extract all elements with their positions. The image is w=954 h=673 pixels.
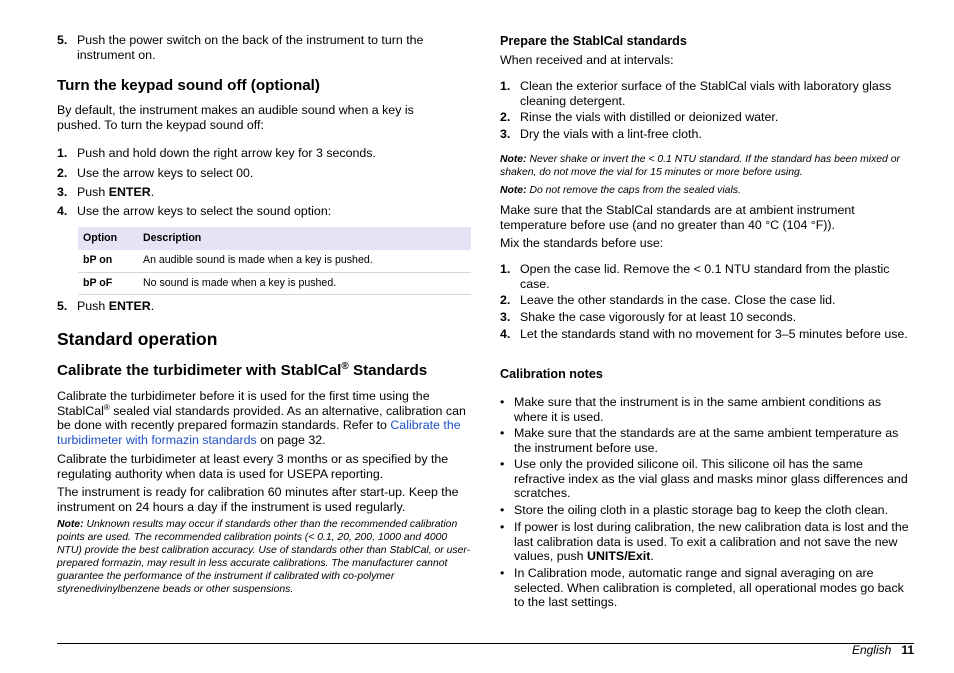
table-row [78,250,471,272]
calibrate-paragraph [57,389,469,447]
bullet-icon: • [500,566,505,580]
heading-text: Standards [348,362,428,379]
description-cell: An audible sound is made when a key is pushed. [143,254,373,267]
note-label: Note: [57,519,84,530]
heading-text: Calibrate the turbidimeter with StablCal [57,362,342,379]
step-number: 2. [57,166,68,180]
option-cell: bP on [83,254,113,267]
bullet-icon: • [500,426,505,440]
enter-key-label: ENTER [108,185,151,199]
keypad-intro: By default, the instrument makes an audible sound when a key is pushed. To turn the keypad sound off: [57,103,414,132]
list-item [57,299,471,314]
note-label: Note: [500,154,527,165]
page-number: 11 [901,643,914,657]
bullet-text: Make sure that the standards are at the same ambient temperature as the instrument before use. [514,426,899,455]
option-cell: bP oF [83,276,113,289]
step-number: 3. [57,185,68,199]
footer-divider [57,643,914,644]
step-text: Let the standards stand with no movement for 3–5 minutes before use. [520,327,908,341]
list-item [500,457,914,501]
table-row [78,272,471,294]
bullet-icon: • [500,395,505,409]
punctuation: . [650,549,654,564]
list-item [500,566,914,610]
bullet-text: Store the oiling cloth in a plastic storage bag to keep the cloth clean. [514,503,889,517]
step-text: Push and hold down the right arrow key for 3 seconds. [77,146,376,160]
step-number: 2. [500,293,511,307]
step-number: 2. [500,110,511,124]
step-number: 1. [500,262,511,276]
frequency-paragraph: Calibrate the turbidimeter at least every 3 months or as specified by the regulating authority when data is used for USEPA reporting. [57,452,449,481]
list-item [500,327,914,342]
caps-note [500,184,914,197]
prepare-heading: Prepare the StablCal standards [500,34,687,48]
list-item [57,33,471,62]
list-item [500,293,914,308]
bullet-icon: • [500,457,505,471]
table-header-row [78,227,471,250]
note-label: Note: [500,185,527,196]
mix-intro: Mix the standards before use: [500,236,664,250]
list-item [57,146,471,161]
bullet-icon: • [500,520,505,534]
list-item [57,204,471,219]
registered-mark: ® [103,402,110,412]
step-number: 4. [500,327,511,341]
step-text: Open the case lid. Remove the < 0.1 NTU standard from the plastic case. [520,262,890,291]
list-item [500,110,914,125]
ambient-paragraph: Make sure that the StablCal standards are at ambient instrument temperature before use (and no greater than 40 °C (104 °F)). [500,203,855,232]
calibration-note [57,518,471,596]
list-item [57,185,471,200]
list-item [500,79,914,108]
step-number: 3. [500,127,511,141]
list-item [500,310,914,325]
note-text: Never shake or invert the < 0.1 NTU standard. If the standard has been mixed or shaken, do not move the vial for 15 minutes or more before using. [500,154,900,178]
list-item [500,503,914,518]
list-item [500,520,914,564]
registered-mark: ® [341,360,349,372]
step-number: 3. [500,310,511,324]
step-text: Rinse the vials with distilled or deionized water. [520,110,779,124]
paragraph-text: sealed vial standards provided. As an alternative, calibration can be done with recently prepared formazin standards. Refer to [57,403,466,433]
step-text: Dry the vials with a lint-free cloth. [520,127,702,141]
shake-note [500,153,914,179]
formazin-calibration-link[interactable]: Calibrate the turbidimeter with formazin standards [57,418,461,447]
units-exit-key-label: UNITS/Exit [587,549,651,564]
bullet-icon: • [500,503,505,517]
calibration-notes-heading: Calibration notes [500,367,603,381]
enter-key-label: ENTER [108,299,151,313]
list-item [500,426,914,455]
paragraph-text: StablCal [57,403,104,418]
paragraph-text: Calibrate the turbidimeter before it is used for the first time using the [57,389,430,403]
step-text: Push the power switch on the back of the instrument to turn the instrument on. [77,33,424,62]
step-number: 5. [57,299,68,313]
page-footer [852,643,914,657]
list-item [500,127,914,142]
calibrate-heading [57,362,427,380]
ready-paragraph: The instrument is ready for calibration 60 minutes after start-up. Keep the instrument on 24 hours a day if the instrument is used regularly. [57,485,459,514]
step-text: Clean the exterior surface of the StablCal vials with laboratory glass cleaning detergent. [520,79,892,108]
bullet-text: Make sure that the instrument is in the same ambient conditions as where it is used. [514,395,882,424]
step-number: 1. [57,146,68,160]
punctuation: . [150,185,155,199]
list-item [57,166,471,181]
keypad-heading: Turn the keypad sound off (optional) [57,77,320,94]
step-number: 1. [500,79,511,93]
description-cell: No sound is made when a key is pushed. [143,276,337,289]
note-text: Do not remove the caps from the sealed vials. [526,185,741,196]
section-heading: Standard operation [57,329,218,349]
step-text: Shake the case vigorously for at least 10 seconds. [520,310,797,324]
step-number: 5. [57,33,68,47]
sound-option-table [78,227,471,295]
column-header-option: Option [83,232,118,245]
bullet-text: In Calibration mode, automatic range and signal averaging on are selected. When calibration is completed, all operational modes go back to the last settings. [514,566,904,610]
step-text: Push [77,185,109,199]
note-text: Unknown results may occur if standards other than the recommended calibration points are used. The recommended calibration points (< 0.1, 20, 200, 1000 and 4000 NTU) provide the best calibration accuracy. Use of standards other than StablCal, or user-prepared formazin, may result in less accurate calibrations. The manufacturer cannot guarantee the performance of the instrument if calibrated with co-polymer styrenedivinylbenzene beads or other suspensions. [57,519,471,595]
step-text: Use the arrow keys to select 00. [77,166,254,180]
footer-language: English [851,643,892,657]
column-header-description: Description [143,232,202,245]
bullet-text: Use only the provided silicone oil. This silicone oil has the same refractive index as the vial glass and masks minor glass differences and scratches. [514,457,908,501]
step-text: Leave the other standards in the case. Close the case lid. [520,293,836,307]
list-item [500,262,914,291]
step-number: 4. [57,204,68,218]
list-item [500,395,914,424]
bullet-text: If power is lost during calibration, the new calibration data is lost and the last calibration data is used. To exit a calibration and not save the new values, push [514,520,909,564]
step-text: Use the arrow keys to select the sound option: [77,204,332,218]
paragraph-text: on page 32. [256,432,326,447]
step-text: Push [77,299,109,313]
prepare-intro: When received and at intervals: [500,53,674,67]
punctuation: . [150,299,155,313]
